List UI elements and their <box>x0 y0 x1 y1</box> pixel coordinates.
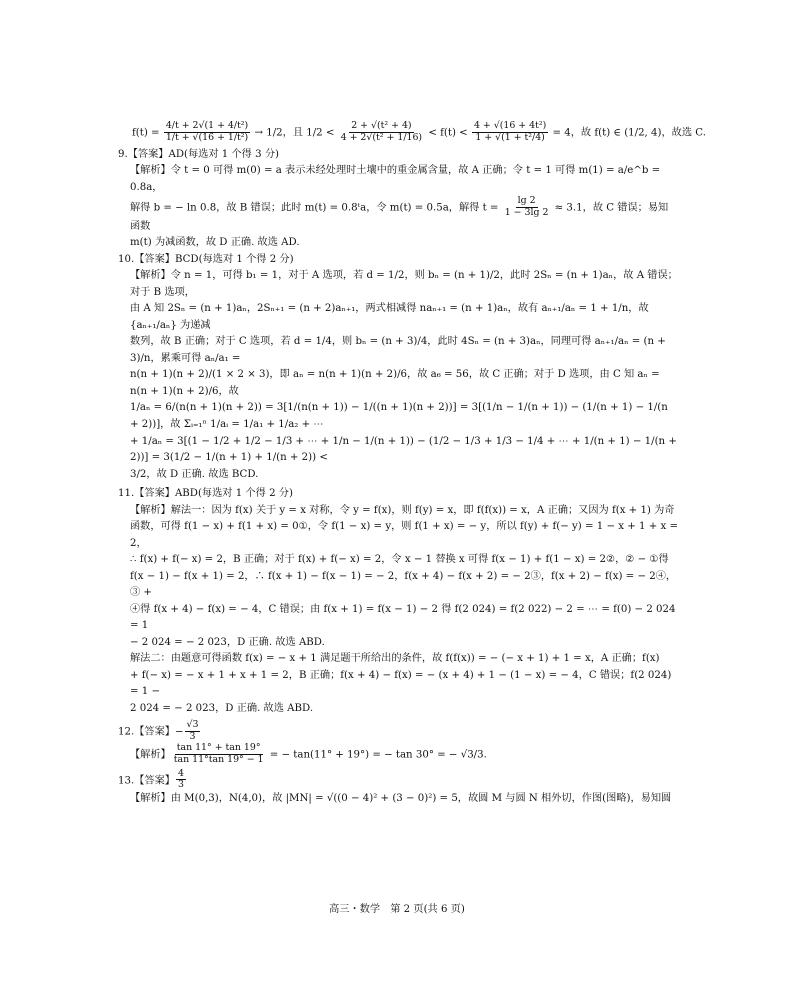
q13-answer-fraction: $\frac{4}{3}$ <box>177 767 184 791</box>
q11-solution-line-6: − 2 024 = − 2 023，D 正确. 故选 ABD. <box>130 636 325 648</box>
q10-solution-line-5: 1/aₙ = 6/(n(n + 1)(n + 2)) = 3[1/(n(n + 1)) − 1/((n + 1)(n + 2))] = 3[(1/n − 1/(n + 1)) − (1/(n + 1) − 1/(n + 2))]，故 Σᵢ₌₁ⁿ 1/aᵢ = 1/a₁ + 1/a₂ + ⋯ <box>130 402 668 430</box>
q11-solution-line-3: ∴ f(x) + f(− x) = 2，B 正确；对于 f(x) + f(− x) = 2，令 x − 1 替换 x 可得 f(x − 1) + f(1 − x) = 2②，② − ①得 <box>130 554 669 566</box>
q8-lower-bound: $\frac{\text{2 + √(t² + 4)}}{\text{4 + 2√(t² + 1/16)}}$ <box>340 120 423 143</box>
q9-answer: 9.【答案】AD(每选对 1 个得 3 分) <box>118 148 279 160</box>
page-footer: 高三・数学 第 2 页(共 6 页) <box>329 904 465 915</box>
page-content <box>118 118 706 808</box>
q10-answer: 10.【答案】BCD(每选对 1 个得 2 分) <box>118 253 294 265</box>
q11-solution-line-2: 函数，可得 f(1 − x) + f(1 + x) = 0①，令 f(1 − x) = y，则 f(1 + x) = − y，所以 f(y) + f(− y) = 1 − x + 1 + x = 2， <box>130 521 679 549</box>
q10-solution-line-3: 数列，故 B 正确；对于 C 选项，若 d = 1/4，则 bₙ = (n + 3)/4，此时 4Sₙ = (n + 3)aₙ，同理可得 aₙ₊₁/aₙ = (n + 3)/n，累乘可得 aₙ/a₁ = <box>130 336 666 364</box>
q11-method2-line-1: 解法二：由题意可得函数 f(x) = − x + 1 满足题干所给出的条件，故 f(f(x)) = − (− x + 1) + 1 = x，A 正确；f(x) <box>130 653 660 665</box>
q10-solution-line-2: 由 A 知 2Sₙ = (n + 1)aₙ，2Sₙ₊₁ = (n + 2)aₙ₊₁，两式相减得 naₙ₊₁ = (n + 1)aₙ，故有 aₙ₊₁/aₙ = 1 + 1/n，故 {aₙ₊₁/aₙ} 为递减 <box>130 303 649 331</box>
q12-solution: 【解析】 $\frac{\tan 11^\circ + \tan 19^\circ}{\tan 11^\circ\tan 19^\circ - 1}$ = − tan(11° + 19°) = − tan 30° = − √3/3. <box>130 741 487 765</box>
q9-solution-line-3: m(t) 为减函数，故 D 正确. 故选 AD. <box>130 237 300 249</box>
q12-answer-fraction: $\frac{√3}{3}$ <box>186 719 199 743</box>
q8-f-fraction: $\frac{\text{4/t + 2√(1 + 4/t²)}}{\text{1/t + √(16 + 1/t²)}}$ <box>165 120 249 143</box>
q11-solution-line-1: 【解析】解法一：因为 f(x) 关于 y = x 对称，令 y = f(x)，则 f(y) = x，即 f(f(x)) = x，A 正确；又因为 f(x + 1) 为奇 <box>130 504 675 516</box>
q9-solution-line-1: 【解析】令 t = 0 可得 m(0) = a 表示未经处理时土壤中的重金属含量，故 A 正确；令 t = 1 可得 m(1) = a/e^b = 0.8a， <box>130 165 661 193</box>
q8-mid: < f(t) < <box>425 127 471 139</box>
q9-solution-line-2: 解得 b = − ln 0.8，故 B 错误；此时 m(t) = 0.8ᵗa，令 m(t) = 0.5a，解得 t = $\frac{\lg 2}{1 - 3\lg 2}$ ≈ 3.1，故 C 错误；易知函数 <box>130 195 669 232</box>
q8-fx: f(t) = <box>132 127 163 139</box>
q11-solution-line-4: f(x − 1) − f(x + 1) = 2，∴ f(x + 1) − f(x − 1) = − 2，f(x + 4) − f(x + 2) = − 2③，f(x + 2) − f(x) = − 2④，③ + <box>130 570 677 599</box>
q10-solution-line-4: n(n + 1)(n + 2)/(1 × 2 × 3)，即 aₙ = n(n + 1)(n + 2)/6，故 a₆ = 56，故 C 正确；对于 D 选项，由 C 知 aₙ = n(n + 1)(n + 2)/6，故 <box>130 369 660 397</box>
q10-solution-line-7: 3/2，故 D 正确. 故选 BCD. <box>130 468 259 480</box>
q11-method2-line-2: + f(− x) = − x + 1 + x + 1 = 2，B 正确；f(x + 4) − f(x) = − (x + 4) + 1 − (1 − x) = − 4，C 错误；f(2 024) = 1 − <box>130 669 672 698</box>
q8-end: = 4，故 f(t) ∈ (1/2, 4)，故选 C. <box>549 127 706 139</box>
q13-solution-line-1: 【解析】由 M(0,3)，N(4,0)，故 |MN| = √((0 − 4)² + (3 − 0)²) = 5，故圆 M 与圆 N 相外切，作图(图略)，易知圆 <box>130 793 672 805</box>
q12-answer: 12.【答案】− $\frac{√3}{3}$ <box>118 719 199 743</box>
q8-upper-bound: $\frac{\text{4 + √(16 + 4t²)}}{\text{1 + √(1 + t²/4)}}$ <box>473 120 547 143</box>
q8-arrow: → 1/2，且 1/2 < <box>251 127 338 139</box>
q11-answer: 11.【答案】ABD(每选对 1 个得 2 分) <box>118 488 293 500</box>
q13-answer: 13.【答案】 $\frac{4}{3}$ <box>118 767 184 791</box>
q10-solution-line-6: + 1/aₙ = 3[(1 − 1/2 + 1/2 − 1/3 + ⋯ + 1/n − 1/(n + 1)) − (1/2 − 1/3 + 1/3 − 1/4 + ⋯ + 1/(n + 1) − 1/(n + 2))] = 3(1/2 − 1/(n + 1) + 1/(n + 2)) < <box>130 435 677 464</box>
q11-solution-line-5: ④得 f(x + 4) − f(x) = − 4，C 错误；由 f(x + 1) = f(x − 1) − 2 得 f(2 024) = f(2 022) − 2 = ⋯ = f(0) − 2 024 = 1 <box>130 603 676 632</box>
q11-method2-line-3: 2 024 = − 2 023，D 正确. 故选 ABD. <box>130 702 314 714</box>
q8-formula <box>132 120 706 144</box>
q10-solution-line-1: 【解析】令 n = 1，可得 b₁ = 1，对于 A 选项，若 d = 1/2，则 bₙ = (n + 1)/2，此时 2Sₙ = (n + 1)aₙ，故 A 错误；对于 B 选项， <box>130 270 678 298</box>
q12-tan-fraction: $\frac{\tan 11^\circ + \tan 19^\circ}{\tan 11^\circ\tan 19^\circ - 1}$ <box>173 741 264 765</box>
q9-t-fraction: $\frac{\lg 2}{1 - 3\lg 2}$ <box>504 195 549 218</box>
